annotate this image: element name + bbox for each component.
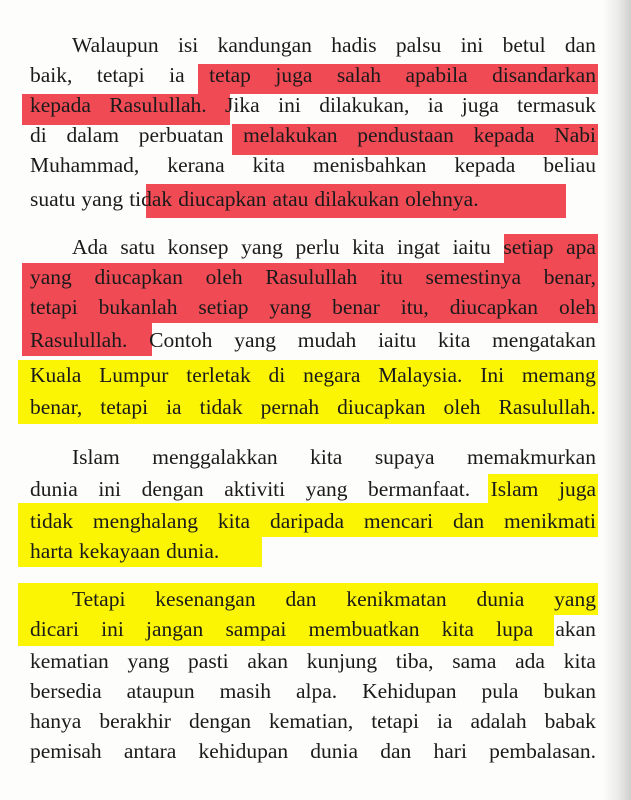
- word: benar: [332, 295, 380, 319]
- word: Muhammad,: [30, 153, 140, 177]
- word: kepada: [473, 123, 535, 147]
- word: hanya: [30, 709, 82, 733]
- word: satu: [120, 235, 156, 259]
- text-line: [30, 360, 596, 390]
- word: babak: [544, 709, 596, 733]
- word: Rasulullah.: [498, 395, 596, 419]
- word: kita: [352, 235, 385, 259]
- text-line: [30, 506, 596, 536]
- word: dilakukan: [314, 187, 400, 211]
- word: dunia: [476, 587, 525, 611]
- text-line: [30, 646, 596, 676]
- word: olehnya.: [405, 187, 479, 211]
- word: oleh: [205, 265, 243, 289]
- word: tetapi: [30, 295, 78, 319]
- word: kehidupan: [198, 739, 289, 763]
- word: menikmati: [503, 509, 596, 533]
- word: diucapkan: [449, 295, 539, 319]
- text-line: [30, 184, 596, 214]
- word: melakukan: [243, 123, 338, 147]
- word: Islam: [490, 477, 539, 501]
- word: palsu: [395, 33, 442, 57]
- word: tiba,: [395, 649, 434, 673]
- word: dengan: [141, 477, 204, 501]
- word: pemisah: [30, 739, 102, 763]
- word: diucapkan: [94, 265, 183, 289]
- text-line: [30, 706, 596, 736]
- word: Rasulullah.: [30, 328, 128, 352]
- word: pernah: [260, 395, 320, 419]
- word: ini: [278, 93, 301, 117]
- word: berakhir: [99, 709, 171, 733]
- word: bukan: [543, 679, 596, 703]
- word: akan: [247, 649, 288, 673]
- word: di: [268, 363, 286, 387]
- text-line: [72, 232, 596, 262]
- word: pula: [481, 679, 519, 703]
- word: Walaupun: [72, 33, 159, 57]
- word: hadis: [331, 33, 377, 57]
- word: ini: [98, 477, 122, 501]
- word: kesenangan: [155, 587, 256, 611]
- word: ingat: [397, 235, 440, 259]
- word: di: [30, 123, 47, 147]
- word: ada: [515, 649, 545, 673]
- text-line: [30, 120, 596, 150]
- word: supaya: [374, 445, 435, 469]
- word: pasti: [188, 649, 229, 673]
- word: dicari: [30, 617, 79, 641]
- word: kenikmatan: [346, 587, 447, 611]
- word: oleh: [443, 395, 481, 419]
- word: baik,: [30, 63, 73, 87]
- word: juga: [275, 63, 313, 87]
- word: ataupun: [126, 679, 195, 703]
- text-line: [30, 262, 596, 292]
- word: perbuatan: [138, 123, 224, 147]
- word: Malaysia.: [378, 363, 463, 387]
- word: hari: [433, 739, 467, 763]
- word: menggalakkan: [152, 445, 278, 469]
- word: ia: [436, 709, 453, 733]
- word: dan: [380, 739, 412, 763]
- word: daripada: [270, 509, 345, 533]
- word: Lumpur: [99, 363, 169, 387]
- word: kunjung: [306, 649, 378, 673]
- word: benar,: [543, 265, 596, 289]
- word: Kehidupan: [362, 679, 457, 703]
- word: kita: [310, 445, 343, 469]
- word: betul: [502, 33, 546, 57]
- word: ini: [101, 617, 124, 641]
- word: tetapi: [100, 395, 149, 419]
- word: beliau: [543, 153, 596, 177]
- word: Jika: [225, 93, 260, 117]
- word: negara: [303, 363, 361, 387]
- text-line: [30, 614, 596, 644]
- word: kandungan: [217, 33, 312, 57]
- word: kematian: [30, 649, 109, 673]
- word: aktiviti: [224, 477, 286, 501]
- word: jangan: [145, 617, 204, 641]
- word: perlu: [295, 235, 340, 259]
- word: tetapi: [96, 63, 145, 87]
- text-line: [30, 536, 596, 566]
- word: juga: [558, 477, 596, 501]
- word: atau: [272, 187, 309, 211]
- text-line: [30, 474, 596, 504]
- text-line: [30, 90, 596, 120]
- word: bermanfaat.: [368, 477, 471, 501]
- word: memang: [521, 363, 596, 387]
- word: sampai: [225, 617, 287, 641]
- word: ia: [169, 63, 185, 87]
- word: diucapkan: [178, 187, 267, 211]
- word: yang: [554, 587, 596, 611]
- word: dengan: [188, 709, 252, 733]
- word: yang: [305, 477, 348, 501]
- word: Tetapi: [72, 587, 126, 611]
- word: masih: [219, 679, 271, 703]
- word: bukanlah: [98, 295, 178, 319]
- word: benar,: [30, 395, 83, 419]
- word: diucapkan: [337, 395, 426, 419]
- word: dan: [285, 587, 317, 611]
- word: iaitu: [378, 328, 417, 352]
- word: iaitu: [452, 235, 491, 259]
- word: kekayaan: [78, 539, 161, 563]
- text-line: [30, 150, 596, 180]
- word: mengatakan: [492, 328, 596, 352]
- word: yang: [269, 295, 312, 319]
- word: apabila: [405, 63, 468, 87]
- text-line: [72, 30, 596, 60]
- word: konsep: [167, 235, 229, 259]
- text-line: [30, 292, 596, 322]
- word: apa: [566, 235, 596, 259]
- word: tidak: [30, 509, 73, 533]
- word: harta: [30, 539, 73, 563]
- word: salah: [336, 63, 382, 87]
- word: ini: [460, 33, 484, 57]
- word: dan: [564, 33, 596, 57]
- word: mencari: [363, 509, 434, 533]
- word: kepada: [454, 153, 516, 177]
- word: adalah: [470, 709, 527, 733]
- word: antara: [123, 739, 177, 763]
- word: dunia: [30, 477, 78, 501]
- word: yang: [127, 649, 170, 673]
- word: yang: [81, 187, 124, 211]
- word: bersedia: [30, 679, 102, 703]
- word: tetapi: [371, 709, 419, 733]
- word: Ini: [480, 363, 505, 387]
- word: dan: [453, 509, 485, 533]
- word: juga: [461, 93, 499, 117]
- word: disandarkan: [492, 63, 596, 87]
- word: semestinya: [425, 265, 521, 289]
- word: sama: [452, 649, 497, 673]
- word: setiap: [198, 295, 249, 319]
- word: alpa.: [295, 679, 338, 703]
- word: itu,: [400, 295, 429, 319]
- text-line: [30, 736, 596, 766]
- word: Islam: [72, 445, 120, 469]
- word: dunia: [310, 739, 359, 763]
- word: kita: [441, 617, 474, 641]
- word: pembalasan.: [489, 739, 596, 763]
- word: dalam: [66, 123, 119, 147]
- word: menisbahkan: [312, 153, 427, 177]
- word: kematian,: [269, 709, 354, 733]
- word: menghalang: [92, 509, 198, 533]
- word: kita: [217, 509, 251, 533]
- word: kita: [563, 649, 596, 673]
- word: mudah: [297, 328, 357, 352]
- word: memakmurkan: [466, 445, 596, 469]
- word: tetap: [209, 63, 251, 87]
- word: yang: [30, 265, 72, 289]
- word: Kuala: [30, 363, 82, 387]
- word: itu: [380, 265, 403, 289]
- word: kerana: [167, 153, 225, 177]
- page-edge-shadow: [603, 0, 631, 800]
- word: Contoh: [149, 328, 213, 352]
- word: termasuk: [517, 93, 596, 117]
- word: ia: [427, 93, 444, 117]
- word: membuatkan: [308, 617, 420, 641]
- text-line: [30, 392, 596, 422]
- word: ia: [166, 395, 182, 419]
- text-line: [30, 325, 596, 355]
- word: tidak: [129, 187, 173, 211]
- word: isi: [177, 33, 199, 57]
- word: Rasulullah: [265, 265, 358, 289]
- text-line: [30, 676, 596, 706]
- word: kepada: [30, 93, 91, 117]
- word: yang: [241, 235, 283, 259]
- text-line: [72, 442, 596, 472]
- word: tidak: [199, 395, 243, 419]
- word: kita: [252, 153, 285, 177]
- word: pendustaan: [357, 123, 454, 147]
- word: oleh: [558, 295, 596, 319]
- word: lupa: [496, 617, 534, 641]
- word: Ada: [72, 235, 108, 259]
- word: dunia.: [166, 539, 220, 563]
- word: kita: [438, 328, 471, 352]
- word: akan: [555, 617, 596, 641]
- word: Nabi: [554, 123, 596, 147]
- word: dilakukan,: [319, 93, 410, 117]
- word: terletak: [186, 363, 251, 387]
- text-line: [72, 584, 596, 614]
- word: Rasulullah.: [109, 93, 207, 117]
- word: setiap: [503, 235, 554, 259]
- word: yang: [234, 328, 276, 352]
- text-line: [30, 60, 596, 90]
- word: suatu: [30, 187, 76, 211]
